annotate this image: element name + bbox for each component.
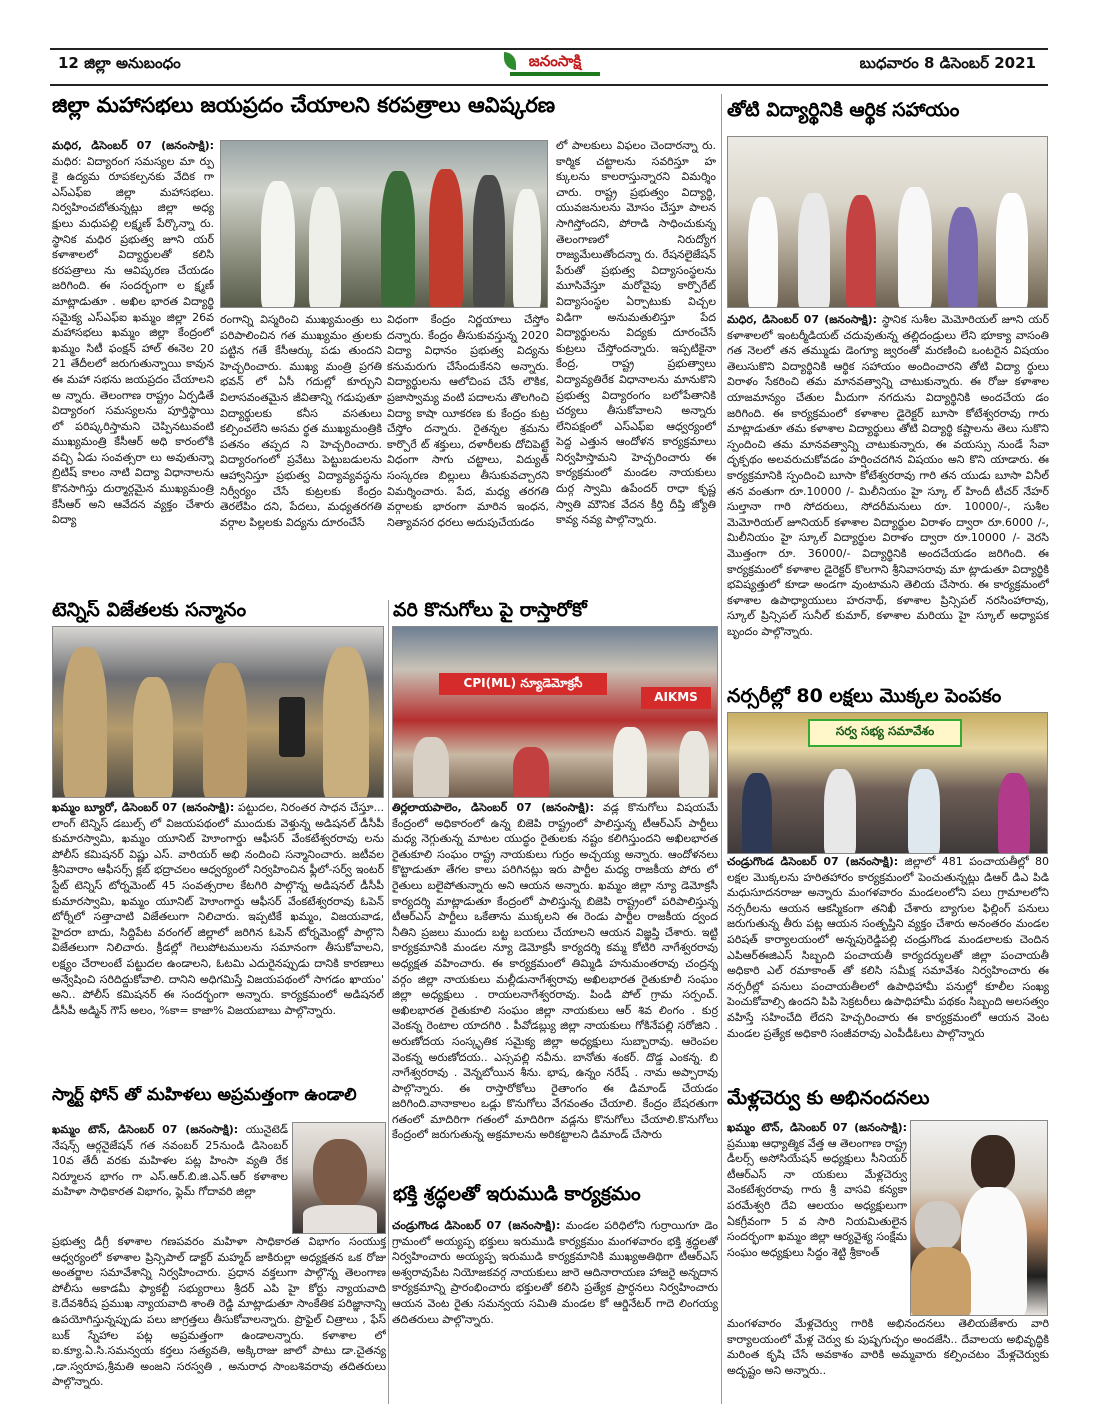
newspaper-logo bbox=[500, 50, 610, 80]
a6-dateline: ఖమ్మం టౌన్, డిసెంబర్ 07 (జనంసాక్షి): bbox=[52, 1123, 239, 1136]
a5-body bbox=[727, 854, 1049, 1064]
logo-text: జనంసాక్షి bbox=[528, 52, 582, 70]
a1-col1-text: మధిర: విద్యారంగ సమస్యల మా ర్పు కై ఉద్యమ రూపకల్పనకు వేదిక గా ఎస్ఎఫ్ఐ జిల్లా మహాసభలు. నిర్వహించబోతున్నట్లు జిల్లా అధ్య క్షులు మధుపల్లి లక్ష్మణ్ పేర్కొన్నా రు. స్థానిక మధిర ప్రభుత్వ జూని యర్ కళాశాలలో విద్యార్థులతో కలిసి కరపత్రాలు ను ఆవిష్కరణ చేయడం జరిగింది. ఈ సందర్భంగా ల క్ష్మణ్ మాట్లాడుతూ . అఖిల భారత విద్యార్థి సమైక్య ఎస్ఎఫ్ఐ ఖమ్మం జిల్లా 26వ మహాసభలు ఖమ్మం జిల్లా కేంద్రంలో ఖమ్మం సిటీ ఫంక్షన్ హాల్ ఈనెల 20 21 తేదీలలో జరుగుతున్నాయి కావున ఈ మహా సభను జయప్రదం చేయాలని అ న్నారు. తెలంగాణ రాష్ట్రం ఏర్పడితే విద్యారంగ సమస్యలను పూర్తిస్థాయి లో పరిష్కరిస్తామని చెప్పినటువంటి ముఖ్యమంత్రి కేసీఆర్ అధి కారంలోకి వచ్చి ఏడు సంవత్సరా లు అవుతున్నా బ్రిటిష్ కాలం నాటి విద్యా విధానాలను కొనసాగిస్తు దుర్మార్గమైన ముఖ్యమంత్రి కేసీఆర్ అని ఆవేదన వ్యక్తం చేశారు విద్యా bbox=[52, 154, 214, 527]
a3-body bbox=[52, 800, 384, 1062]
a3-dateline: ఖమ్మం బ్యూరో, డిసెంబర్ 07 (జనంసాక్షి): bbox=[52, 801, 235, 814]
a3-body-text: పట్టుదల, నిరంతర సాధన చేస్తూ... లాంగ్ టెన్నిస్ డబుల్స్ లో విజయపథంలో ముందుకు వెళ్తున్న అడిషనల్ డీసీపీ కుమారస్వామి, ఖమ్మం యూనిట్ హెూంగార్డు ఆఫీసర్ వేంకటేశ్వరరావు లను పోలీస్ కమిషనర్ విష్ణు ఎస్. వారియర్ అభి నందించి సన్మానించారు. జటీవల శ్రీనివారాం ఆఫీసర్స్ క్లబ్ భద్రాచలం ఆధ్వర్యంలో నిర్వహించిన ఫ్లీలో-సర్వ్ ఇంటర్ స్టేట్ టెన్నిస్ టోర్నమెంట్ 45 సంవత్సరాల కేటగిరి పాల్గొన్న అడిషనల్ డీసీపీ కుమారస్వామి, ఖమ్మం యూనిట్ హెూంగార్డు ఆఫీసర్ వేంకటేశ్వరరావు ఓపెన్ టోర్నీలో సత్తాచాటి విజేతలుగా నిలిచారు. ఇప్పటికే ఖమ్మం, విజయవాడ, హైదరా బాదు, సిద్దిపేట వరంగల్ జిల్లాలో జరిగిన ఓపెన్ టోర్నమెంట్లో పాల్గొని విజేతలుగా నిలిచారు. క్రీడల్లో గెలుపోటములను సమానంగా తీసుకోవాలని, లక్ష్యం చేరాలంటే పట్టుదల ఉండాలని, ఓటమి ఎదురైనప్పుడు దానికి కారణాలు అన్వేషించి సరిదిద్దుకోవాలి. దానిని అధిగమిస్తే విజయపథంలో సాగడం ఖాయం' అని.. పోలీస్ కమిషనర్ ఈ సందర్భంగా అన్నారు. కార్యక్రమంలో అడిషనల్ డీసీపీ అడ్మిన్ గౌస్ అలం, %కా= కాజా% విజయబాబు పాల్గొన్నారు. bbox=[52, 801, 384, 1017]
a1-column-4 bbox=[556, 138, 716, 583]
a6-body-text: ప్రభుత్వ డిగ్రీ కళాశాల గణపవరం మహిళా సాధికారత విభాగం సంయుక్త ఆధ్వర్యంలో కళాశాల ప్రిన్సిపాల్ డాక్టర్ మహ్మద్ జాకిరుల్లా అధ్యక్షతన ఒక రోజు అంతర్జాల సమావేశాన్ని నిర్వహించారు. ప్రధాన వక్తలుగా పాల్గొన్న తెలంగాణ పోలీసు అకాడమీ ఫ్యాకల్టీ సభ్యురాలు శ్రీదర్ ఎపి హై కోర్టు న్యాయవాది కె.దేవశిరీష ప్రముఖ న్యాయవాది శాంతి రెడ్డి మాట్లాడుతూ సాంకేతిక పరిజ్ఞానాన్ని ఉపయోగిస్తున్నప్పుడు పలు జాగ్రత్తలు తీసుకోవాలన్నారు. ప్రొఫైల్ చిత్రాలు , ఫేస్ బుక్ స్నేహాల పట్ల అప్రమత్తంగా ఉండాలన్నారు. కళాశాల లో ఐ.క్యూ.ఏ.సి.సమన్వయ కర్తలు సత్యవతి, అక్కిరాజు జాలో పాటు డా.చైతన్య ,డా.స్వరూప,శ్రీమతి అంజని సరస్వతి , అనురాధ సాంబశివరావు తదితరులు పాల్గొన్నారు. bbox=[52, 1235, 386, 1389]
a2-dateline: మధిర, డిసెంబర్ 07 (జనంసాక్షి): bbox=[727, 313, 878, 326]
column-divider bbox=[721, 94, 722, 1404]
a2-body bbox=[727, 312, 1049, 666]
a8-photo-felicitation bbox=[910, 1120, 1048, 1316]
a8-headline: మేళ్లచెర్వు కు అభినందనలు bbox=[727, 1088, 930, 1109]
a7-dateline: చండ్రుగొండ డిసెంబర్ 07 (జనంసాక్షి): bbox=[392, 1219, 561, 1232]
issue-date: బుధవారం 8 డిసెంబర్ 2021 bbox=[859, 54, 1036, 72]
a5-body-text: జిల్లాలో 481 పంచాయతీల్లో 80 లక్షల మొక్కలను హరితహారం కార్యక్రమంలో పెంచుతున్నట్లు డిఆర్ డిఎ పిడి మధుసూదనరాజు అన్నారు మంగళవారం మండలంలోని పలు గ్రామాలలోని నర్సరీలను ఆయన ఆకస్మికంగా తనిఖీ చేశారు బ్యాగుల ఫిల్లింగ్ పనులు జరుగుతున్న తీరు పట్ల ఆయన సంతృప్తిని వ్యక్తం చేశారు అనంతరం మండల పరిషత్ కార్యాలయంలో అన్నపురెడ్డిపల్లి చండ్రుగొండ మండలాలకు చెందిన ఎపిఆర్ఈజిఎస్ సిబ్బంది పంచాయతీ కార్యదర్శులతో జిల్లా పంచాయతీ అధికారి ఎల్ రమాకాంత్ తో కలిసి సమీక్ష సమావేశం నిర్వహించారు ఈ నర్సరీల్లో పనులు పంచాయతీలలో ఉపాధిహామీ పనుల్లో కూలీల సంఖ్య పెంచుకోవాల్సి ఉందని పిపి సెక్రటరీలు ఉపాధిహామీ పథకం సిబ్బంది అలసత్వం వహిస్తే సహించేది లేదని హెచ్చరించారు ఈ కార్యక్రమంలో ఆయన వెంట మండల ప్రత్యేక అధికారి సంజీవరావు ఎంపీడీఓలు పాల్గొన్నారు bbox=[727, 855, 1049, 1040]
a1-headline: జిల్లా మహాసభలు జయప్రదం చేయాలని కరపత్రాలు ఆవిష్కరణ bbox=[52, 94, 556, 117]
a4-banner: CPI(ML) న్యూడెమోక్రసీ bbox=[439, 673, 607, 695]
a8-dateline: ఖమ్మం టౌన్, డిసెంబర్ 07 (జనంసాక్షి): bbox=[727, 1121, 907, 1134]
a4-headline: వరి కొనుగోలు పై రాస్తారోకో bbox=[393, 600, 587, 621]
a5-meeting-sign: సర్వ సభ్య సమావేశం bbox=[808, 719, 962, 747]
a6-body-top-text: యునైటెడ్ నేషన్స్ ఆర్గనైజేషన్ గత నవంబర్ 25నుండి డిసెంబర్ 10వ తేదీ వరకు మహిళల పట్ల హింసా వ్యతి రేక నిర్మూలన భాగం గా ఎస్.ఆర్.బి.జి.ఎన్.ఆర్ కళాశాల మహిళా సాధికారత విభాగం, ఫ్లెమ్ గోదావరి జిల్లా bbox=[52, 1123, 288, 1199]
a5-dateline: చండ్రుగొండ డిసెంబర్ 07 (జనంసాక్షి): bbox=[727, 855, 899, 868]
a5-photo-meeting bbox=[727, 712, 1048, 854]
a8-body bbox=[727, 1316, 1049, 1396]
a2-headline: తోటి విద్యార్థినికి ఆర్థిక సహాయం bbox=[727, 100, 960, 121]
a7-headline: భక్తి శ్రద్ధలతో ఇరుముడి కార్యక్రమం bbox=[393, 1184, 641, 1205]
a1-col3-text: విధంగా కేంద్రం నిర్ణయాలు చేస్తోం దన్నారు. కేంద్రం తీసుకువస్తున్న 2020 విద్యా విధానం ప్రభుత్వ విద్యను కనుమరుగు చేసేందుకేనని అన్నారు. విద్యార్థులను ఆలోచింప చేసే లౌకిక, ప్రజాస్వామ్య వంటి పదాలను తొలగించి విద్యా కాషా యీకరణ కు కేంద్రం కుట్ర చేస్తోం దన్నారు. రైతన్నల శ్రమను కార్పొరే ట్ శక్తులు, దళారీలకు దోచిపెట్టే విధంగా సాగు చట్టాలు, విద్యుత్ సంస్కరణ బిల్లులు తీసుకువచ్చారని విమర్శించారు. పేద, మధ్య తరగతి వర్గాలకు భారంగా మారిన ఇంధన, నిత్యావసర ధరలు అదుపుచేయడం bbox=[387, 313, 549, 529]
a2-body-text: స్థానిక సుశీల మెమోరియల్ జూని యర్ కళాశాలలో ఇంటర్మీడియట్ చదువుతున్న తల్లిదండ్రులు లేని భూక్యా వాసంతి గత నెలలో తన తమ్ముడు డెంగ్యూ జ్వరంతో మరణించి ఒంటరైన విషయం తెలుసుకొని విద్యార్థినికి ఆర్థిక సహాయం అందించారని తోటి విద్యా ర్థులు విరాళం సేకరించి తమ మానవత్వాన్ని చాటుకున్నారు. ఈ రోజు కళాశాల యాజమాన్యం చేతుల మీదుగా నగదును విద్యార్థినికి అందచేయ డం జరిగింది. ఈ కార్యక్రమంలో కళాశాల డైరెక్టర్ బూసా కోటేశ్వరరావు గారు మాట్లాడుతూ తమ కళాశాల విద్యార్థులు తోటి విద్యార్థి కష్టాలను తెలు సుకొని స్పందించి తమ మానవత్వాన్ని చాటుకున్నారు, ఈ వయస్సు నుండే సేవా దృక్పథం అలవరుచుకోవడం హర్షించదగిన విషయం అని కొని యాడారు. ఈ కార్యక్రమానికి స్పందించి బూసా కోటేశ్వరరావు గారి తన యుడు బూసా వినీల్ తన వంతుగా రూ.10000 /- మిలీనియం హై స్కూ ల్ హిందీ టీచర్ నేహర్ సుల్తానా గారి సోదరులు, సోదరీమనులు రూ. 10000/-, సుశీల మెమోరియల్ జూనియర్ కళాశాల విద్యార్థుల విరాళం ద్వారా రూ.6000 /-, మిలీనియం హై స్కూల్ విద్యార్థుల విరాళం ద్వారా రూ.10000 /- వెరసి మొత్తంగా రూ. 36000/- విద్యార్థినికి అందచేయడం జరిగింది. ఈ కార్యక్రమంలో కళాశాల డైరెక్టర్ కొలగాని శ్రీనివాసరావు మా ట్లాడుతూ విద్యార్థికి భవిష్యత్తులో కూడా అండగా వుంటామని తెలియ చేసారు. ఈ కార్యక్రమంలో కళాశాల ఉపాధ్యాయులు హరనాథ్, కళాశాల ప్రిన్సిపల్ నరసింహారావు, స్కూల్ ప్రిన్సిపల్ సునీల్ కుమార్, కళాశాల మరియు హై స్కూల్ అధ్యాపక బృందం పాల్గొన్నారు. bbox=[727, 313, 1049, 638]
a3-photo-tennis-winners bbox=[52, 626, 384, 798]
logo-underline bbox=[510, 72, 600, 76]
a5-headline: నర్సరీల్లో 80 లక్షలు మొక్కల పెంపకం bbox=[727, 686, 1002, 707]
a6-body-top bbox=[52, 1122, 288, 1234]
column-divider bbox=[388, 600, 389, 1404]
a1-column-2 bbox=[220, 312, 382, 584]
a4-body-text: వడ్ల కొనుగోలు విషయమే కేంద్రంలో అధికారంలో ఉన్న బిజెపి రాష్ట్రంలో పాలిస్తున్న టీఆర్ఎస్ పార్టీలు మధ్య నెగ్గుతున్న మాటల యుద్ధం రైతులకు నష్టం కలిగిస్తుందని అఖిలభారత రైతుకూలి సంఘం రాష్ట్ర నాయకులు గుర్రం అచ్చయ్య అన్నారు. ఆందోళనలు కొట్టాడుతూ తేగల కాలు పరిగినట్లు ఇరు పార్టీల మధ్య రాజకీయ పోరు లో రైతులు బలైపోతున్నారు అని ఆయన అన్నారు. ఖమ్మం జిల్లా న్యూ డెమోక్రసీ కార్యదర్శి మాట్లాడుతూ కేంద్రంలో పాలిస్తున్న బిజెపి రాష్ట్రంలో పరిపాలిస్తున్న టీఆర్ఎస్ పార్టీలు ఒకేతాను ముక్కలని ఈ రెండు పార్టీల రాజకీయ ద్వంద నీతిని ప్రజలు ముందు బట్ట బయలు చేయాలని ఆయన విజ్ఞప్తి చేశారు. ఇట్టి కార్యక్రమానికి మండల న్యూ డెమోక్రసీ కార్యదర్శి కమ్మ కోటిరి నాగేశ్వరరావు అధ్యక్షత వహించారు. ఈ కార్యక్రమంలో తిమ్మిడి హనుమంతరావు చంద్రన్న వర్గం జిల్లా నాయకులు మల్లీడునాగేశ్వరావు అఖిలభారత రైతుకూలీ సంఘం జిల్లా అధ్యక్షులు . రాయలనాగేశ్వరరావు. పిండి పోల్ గ్రామ సర్పంచ్. అఖిలభారత రైతుకూలి సంఘం జిల్లా నాయకులు ఆర్ శివ లింగం . కుర్ర వెంకన్న రెంటాల యాదగిరి . పీవోడబ్ల్యు జిల్లా నాయకులు గోకినేపల్లి సరోజిని . అరుణోదయ సంస్కృతిక సమైక్య జిల్లా అధ్యక్షులు సుబ్బారావు. ఆరెంపల వెంకన్న అరుణోదయ.. ఎస్సపల్లి నవీను. బానోతు శంకర్. దొడ్డ ఎంకన్న. బి నాగేశ్వరరావు . వెన్నబోయిన శీను. భాష, ఉన్నం నరేష్ . నామ అప్పారావు పాల్గొన్నారు. ఈ రాస్తారోకోలు రైతాంగం ఈ డిమాండ్ చేయడం జరిగింది.వానాకాలం ఒడ్లు కొనుగోలు వేగవంతం చేయాలి. కేంద్రం బేషరతుగా గతంలో మాదిరిగా గతంలో మాదిరిగా వడ్లను కొనుగోలు చేయాలి.కొనుగోలు కేంద్రంలో జరుగుతున్న అక్రమాలను అరికట్టాలని డిమాండ్ చేసారు bbox=[392, 801, 718, 1142]
a8-body-top-text: ప్రముఖ ఆధ్యాత్మిక వేత్త ఆ తెలంగాణ రాష్ట్ర డీలర్స్ అసోసియేషన్ అధ్యక్షులు సీనియర్ టీఆర్ఎస్ నా యకులు మేళ్లచెర్వు వెంకటేశ్వరరావు గారు శ్రీ వాసవి కన్యకా పరమేశ్వరి దేవి ఆలయం అధ్యక్షులుగా ఏకగ్రీవంగా 5 వ సారి నియమితులైన సందర్భంగా ఖమ్మం జిల్లా ఆర్యవైశ్య సంక్షేమ సంఘం అధ్యక్షులు సిద్దం శెట్టి శ్రీకాంత్ bbox=[727, 1136, 907, 1259]
a4-flag: AIKMS bbox=[641, 687, 711, 709]
a1-photo-students-pamphlets bbox=[220, 140, 548, 308]
a3-headline: టెన్నిస్ విజేతలకు సన్మానం bbox=[52, 600, 247, 621]
a7-body bbox=[392, 1218, 718, 1336]
a8-body-top bbox=[727, 1120, 907, 1316]
a1-dateline: మధిర, డిసెంబర్ 07 (జనంసాక్షి): bbox=[52, 139, 214, 152]
a4-photo-rasta-roko bbox=[392, 626, 718, 798]
a1-column-3 bbox=[387, 312, 549, 584]
a1-col2-text: రంగాన్ని విస్మరించి ముఖ్యమంత్రు లు పరిపాలించిన గత ముఖ్యమం త్రులకు పట్టిన గతే కేసీఆర్కు పడు తుందని హెచ్చరించారు. ముఖ్య మంత్రి ప్రగతి భవన్ లో ఏసీ గదుల్లో కూర్చుని విలాసవంతమైన జీవితాన్ని గడుపుతూ విద్యార్థులకు కనీస వసతులు కల్పించలేని అసమ ర్థత ముఖ్యమంత్రికి పతనం తప్పద ని హెచ్చరించారు. విద్యారంగంలో ప్రవేటు పెట్టుబడులను ఆహ్వానిస్తూ ప్రభుత్వ విద్యావ్యవస్థను నిర్వీర్యం చేసే కుట్రలకు కేంద్రం తెరలేపిం దని, పేదలు, మధ్యతరగతి వర్గాల పిల్లలకు విద్యను దూరంచేసే bbox=[220, 313, 382, 529]
a2-photo-financial-aid bbox=[727, 136, 1048, 308]
a4-body bbox=[392, 800, 718, 1160]
page-number-section: 12 జిల్లా అనుబంధం bbox=[58, 54, 181, 72]
a6-body bbox=[52, 1234, 386, 1404]
a4-dateline: తిర్లలాయపాలెం, డిసెంబర్ 07 (జనంసాక్షి): bbox=[392, 801, 594, 814]
a8-body-text: మంగళవారం మేళ్లచెర్వు గారికి అభినందనలు తెలియజేశారు వారి కార్యాలయంలో మేళ్ల చెర్వు కు పుష్పగుచ్ఛం అందజేసి.. దేవాలయ అభివృద్ధికి మరింత కృషి చేసే అవకాశం వారికి అమ్మవారు కల్పించటం మేళ్లచెర్వుకు అదృష్టం అని అన్నారు.. bbox=[727, 1317, 1049, 1377]
a7-body-text: మండల పరిధిలోని గుర్రాయిగూ డెం గ్రామంలో అయ్యప్ప భక్తులు ఇరుముడి కార్యక్రమం మంగళవారం భక్తి శ్రద్ధలతో నిర్వహించారు అయ్యప్ప ఇరుముడి కార్యక్రమానికి ముఖ్యఅతిథిగా టీఆర్ఎస్ అశ్వరావుపేట నియోజకవర్గ నాయకులు జారె ఆదినారాయణ హాజరై అన్నదాన కార్యక్రమాన్ని ప్రారంభించారు భక్తులతో కలిసి ప్రత్యేక ప్రార్ధనలు నిర్వహించారు ఆయన వెంట రైతు సమన్వయ సమితి మండల కో ఆర్డినేటర్ గాదె లింగయ్య తదితరులు పాల్గొన్నారు. bbox=[392, 1219, 718, 1326]
a1-column-1 bbox=[52, 138, 214, 583]
a6-photo-speaker bbox=[292, 1122, 386, 1234]
a6-headline: స్మార్ట్ ఫోన్ తో మహిళలు అప్రమత్తంగా ఉండాలి bbox=[52, 1086, 357, 1105]
a1-col4-text: లో పాలకులు విఫలం చెందారన్నా రు. కార్మిక చట్టాలను సవరిస్తూ హ క్కులను కాలరాస్తున్నారని విమర్శిం చారు. రాష్ట్ర ప్రభుత్వం విద్యార్థి, యువజనులను మోసం చేస్తూ పాలన సాగిస్తోందని, పోరాడి సాధించుకున్న తెలంగాణలో నిరుద్యోగ రాజ్యమేలుతోందన్నా రు. రేషనలైజేషన్ పేరుతో ప్రభుత్వ విద్యాసంస్థలను మూసివేస్తూ మరోవైపు కార్పొరేట్ విద్యాసంస్థల ఏర్పాటుకు విచ్చల విడిగా అనుమతులిస్తూ పేద విద్యార్థులను విద్యకు దూరంచేసే కుట్రలు చేస్తోందన్నారు. ఇప్పటికైనా కేంద్ర, రాష్ట్ర ప్రభుత్వాలు విద్యావ్యతిరేక విధానాలను మానుకొని ప్రభుత్వ విద్యారంగం బలోపేతానికి చర్యలు తీసుకోవాలని అన్నారు లేనిపక్షంలో ఎస్ఎఫ్ఐ ఆధ్వర్యంలో పెద్ద ఎత్తున ఆందోళన కార్యక్రమాలు నిర్వహిస్తామని హెచ్చరించారు ఈ కార్యక్రమంలో మండల నాయకులు దుర్గ స్వామి ఉపేందర్ రాధా కృష్ణ స్వాతి మౌనిక వేదన కీర్తి దీప్తి జ్యోతి కావ్య నవ్య పాల్గొన్నారు. bbox=[556, 139, 716, 527]
